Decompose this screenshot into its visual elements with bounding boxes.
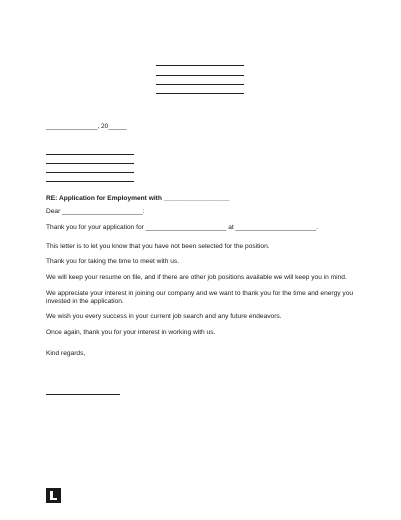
- subject-line: RE: Application for Employment with __________________: [46, 195, 230, 202]
- paragraph: We will keep your resume on file, and if there are other job positions available we will keep you in mind.: [46, 274, 347, 281]
- recipient-address-line: [46, 172, 134, 173]
- sender-address-line: [156, 65, 244, 66]
- sender-address-line: [156, 84, 244, 85]
- sender-address-line: [156, 75, 244, 76]
- paragraph: Thank you for taking the time to meet with us.: [46, 258, 180, 265]
- paragraph: invested in the application.: [46, 298, 124, 305]
- recipient-address-line: [46, 181, 134, 182]
- thanks-line: Thank you for your application for ______________________ at ______________________.: [46, 224, 319, 231]
- recipient-address-line: [46, 154, 134, 155]
- closing: Kind regards,: [46, 350, 86, 357]
- paragraph: This letter is to let you know that you have not been selected for the position.: [46, 243, 270, 250]
- paragraph: We wish you every success in your current job search and any future endeavors.: [46, 313, 282, 320]
- legal-templates-logo-icon: [46, 488, 61, 503]
- date-line: ______________, 20_____: [46, 123, 127, 130]
- paragraph: Once again, thank you for your interest in working with us.: [46, 329, 216, 336]
- paragraph: We appreciate your interest in joining our company and we want to thank you for the time and energy you: [46, 290, 354, 297]
- recipient-address-line: [46, 163, 134, 164]
- salutation: Dear ______________________:: [46, 208, 145, 215]
- signature-line: [46, 394, 120, 395]
- sender-address-line: [156, 93, 244, 94]
